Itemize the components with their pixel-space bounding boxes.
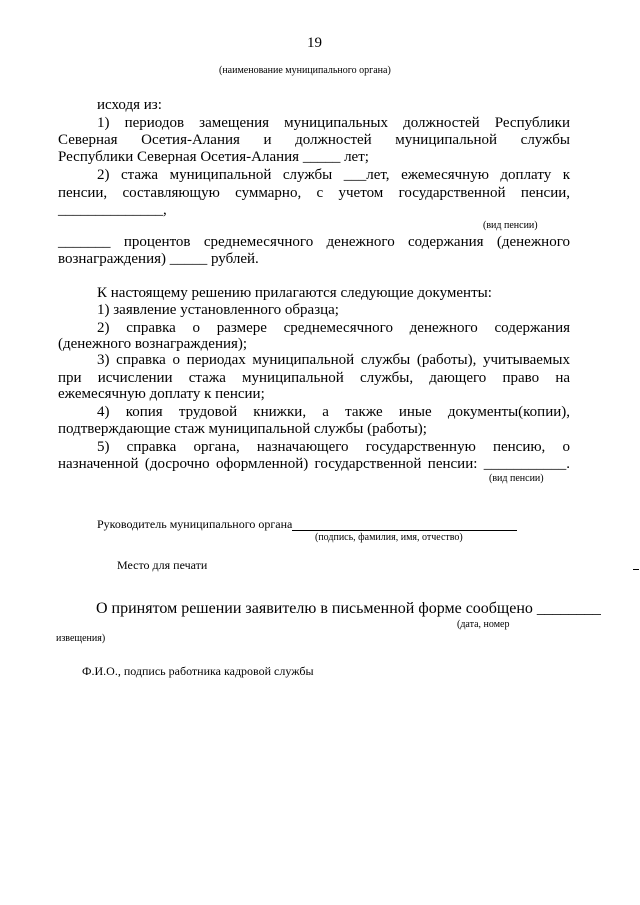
notice-text: О принятом решении заявителю в письменной форме сообщено ________ — [96, 600, 601, 617]
item2-pension-caption: (вид пенсии) — [483, 220, 538, 231]
doc-item-5-line2: назначенной (досрочно оформленной) государственной пенсии: ___________. — [58, 456, 570, 472]
notice-caption-left: извещения) — [56, 633, 106, 644]
docs-intro: К настоящему решению прилагаются следующие документы: — [97, 285, 492, 301]
doc-item-2-line1: 2) справка о размере среднемесячного денежного содержания — [97, 320, 570, 336]
doc-item-2-line2: (денежного вознаграждения); — [58, 336, 248, 352]
seal-place: Место для печати — [117, 558, 208, 572]
intro-text: исходя из: — [97, 97, 162, 113]
doc-item-5-caption: (вид пенсии) — [489, 473, 544, 484]
doc-item-4-line2: подтверждающие стаж муниципальной службы (работы); — [58, 421, 427, 437]
item1-line1: 1) периодов замещения муниципальных должностей Республики — [97, 115, 570, 131]
item2-line3: ______________, — [58, 202, 167, 218]
page-number: 19 — [307, 35, 322, 51]
item2-line5: вознаграждения) _____ рублей. — [58, 251, 259, 267]
doc-item-5-line1: 5) справка органа, назначающего государственную пенсию, о — [97, 439, 570, 455]
doc-item-1: 1) заявление установленного образца; — [97, 302, 339, 318]
doc-item-4-line1: 4) копия трудовой книжки, а также иные документы(копии), — [97, 404, 570, 420]
margin-mark — [633, 569, 639, 570]
notice-caption-right: (дата, номер — [457, 619, 510, 630]
doc-item-3-line3: ежемесячную доплату к пенсии; — [58, 386, 265, 402]
signature-caption: (подпись, фамилия, имя, отчество) — [315, 532, 463, 543]
item2-line1: 2) стажа муниципальной службы ___лет, ежемесячную доплату к — [97, 167, 570, 183]
item2-line4: _______ процентов среднемесячного денежного содержания (денежного — [58, 234, 570, 250]
signature-line — [292, 530, 517, 531]
hr-signature: Ф.И.О., подпись работника кадровой службы — [82, 664, 314, 678]
doc-item-3-line1: 3) справка о периодах муниципальной службы (работы), учитываемых — [97, 352, 570, 368]
header-caption: (наименование муниципального органа) — [219, 65, 391, 76]
signature-label: Руководитель муниципального органа — [97, 517, 293, 531]
item2-line2: пенсии, составляющую суммарно, с учетом государственной пенсии, — [58, 185, 570, 201]
item1-line3: Республики Северная Осетия-Алания _____ лет; — [58, 149, 369, 165]
doc-item-3-line2: при исчислении стажа муниципальной службы, дающего право на — [58, 370, 570, 386]
item1-line2: Северная Осетия-Алания и должностей муниципальной службы — [58, 132, 570, 148]
